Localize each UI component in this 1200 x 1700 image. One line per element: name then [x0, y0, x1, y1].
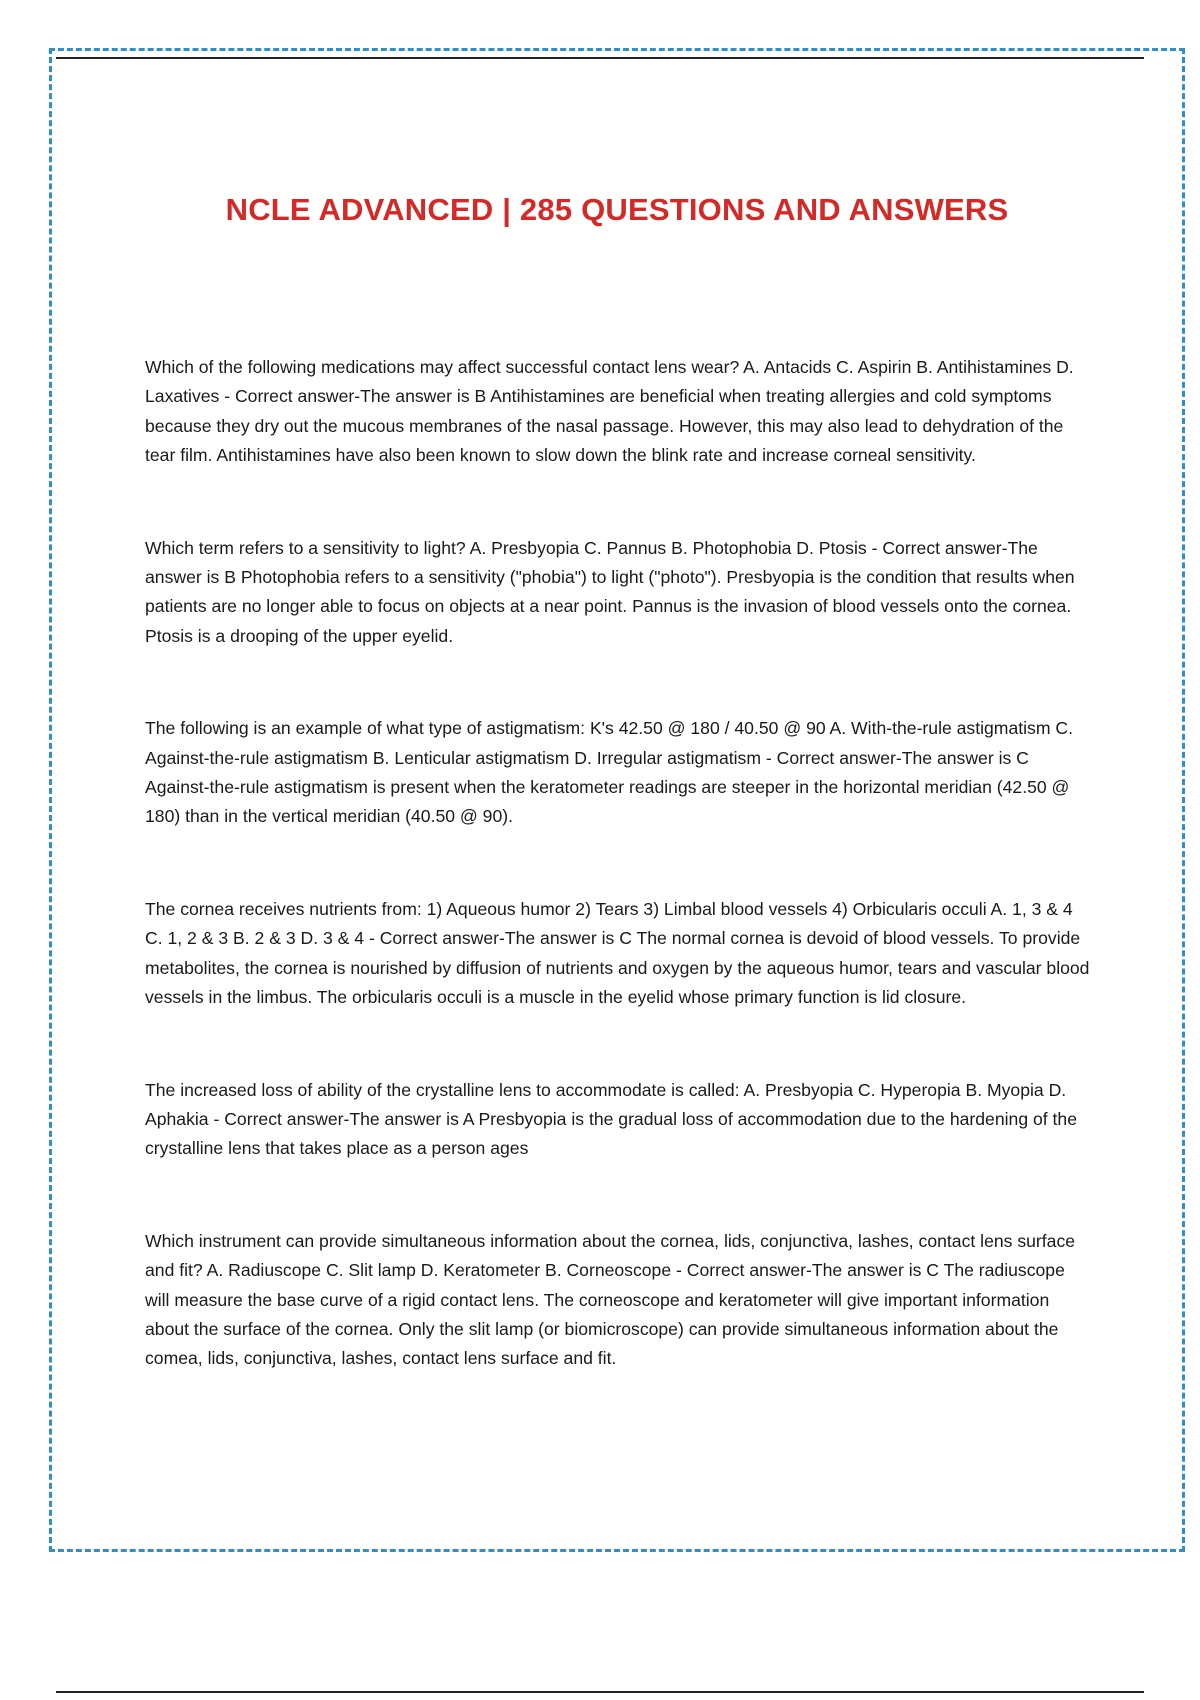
bottom-rule: [56, 1691, 1144, 1693]
qa-item-5: The increased loss of ability of the crystalline lens to accommodate is called: A. Presbyopia C. Hyperopia B. Myopia D. Aphakia - Correct answer-The answer is A Presbyopia is the gradual loss of accommodation due to the hardening of the crystalline lens that takes place as a person ages: [145, 1079, 1078, 1159]
qa-item-6: Which instrument can provide simultaneous information about the cornea, lids, conjunctiva, lashes, contact lens surface and fit? A. Radiuscope C. Slit lamp D. Keratometer B. Corneoscope - Correct answer-The answer is C The radiuscope will measure the base curve of a rigid contact lens. The corneoscope and keratometer will give important information about the surface of the cornea. Only the slit lamp (or biomicroscope) can provide simultaneous information about the comea, lids, conjunctiva, lashes, contact lens surface and fit.: [145, 1230, 1076, 1369]
qa-item-4: The cornea receives nutrients from: 1) Aqueous humor 2) Tears 3) Limbal blood vessels 4) Orbicularis occuli A. 1, 3 & 4 C. 1, 2 & 3 B. 2 & 3 D. 3 & 4 - Correct answer-The answer is C The normal cornea is devoid of blood vessels. To provide metabolites, the cornea is nourished by diffusion of nutrients and oxygen by the aqueous humor, tears and vascular blood vessels in the limbus. The orbicularis occuli is a muscle in the eyelid whose primary function is lid closure.: [145, 898, 1090, 1008]
qa-list: [145, 353, 1090, 1437]
qa-item-3: The following is an example of what type of astigmatism: K's 42.50 @ 180 / 40.50 @ 90 A. With-the-rule astigmatism C. Against-the-rule astigmatism B. Lenticular astigmatism D. Irregular astigmatism - Correct answer-The answer is C Against-the-rule astigmatism is present when the keratometer readings are steeper in the horizontal meridian (42.50 @ 180) than in the vertical meridian (40.50 @ 90).: [145, 718, 1073, 827]
qa-item-2: Which term refers to a sensitivity to light? A. Presbyopia C. Pannus B. Photophobia D. Ptosis - Correct answer-The answer is B Photophobia refers to a sensitivity ("phobia") to light ("photo"). Presbyopia is the condition that results when patients are no longer able to focus on objects at a near point. Pannus is the invasion of blood vessels onto the cornea. Ptosis is a drooping of the upper eyelid.: [145, 537, 1075, 646]
qa-item-1: Which of the following medications may affect successful contact lens wear? A. Antacids C. Aspirin B. Antihistamines D. Laxatives - Correct answer-The answer is B Antihistamines are beneficial when treating allergies and cold symptoms because they dry out the mucous membranes of the nasal passage. However, this may also lead to dehydration of the tear film. Antihistamines have also been known to slow down the blink rate and increase corneal sensitivity.: [145, 357, 1074, 466]
document-title: NCLE ADVANCED | 285 QUESTIONS AND ANSWERS: [225, 192, 1009, 227]
